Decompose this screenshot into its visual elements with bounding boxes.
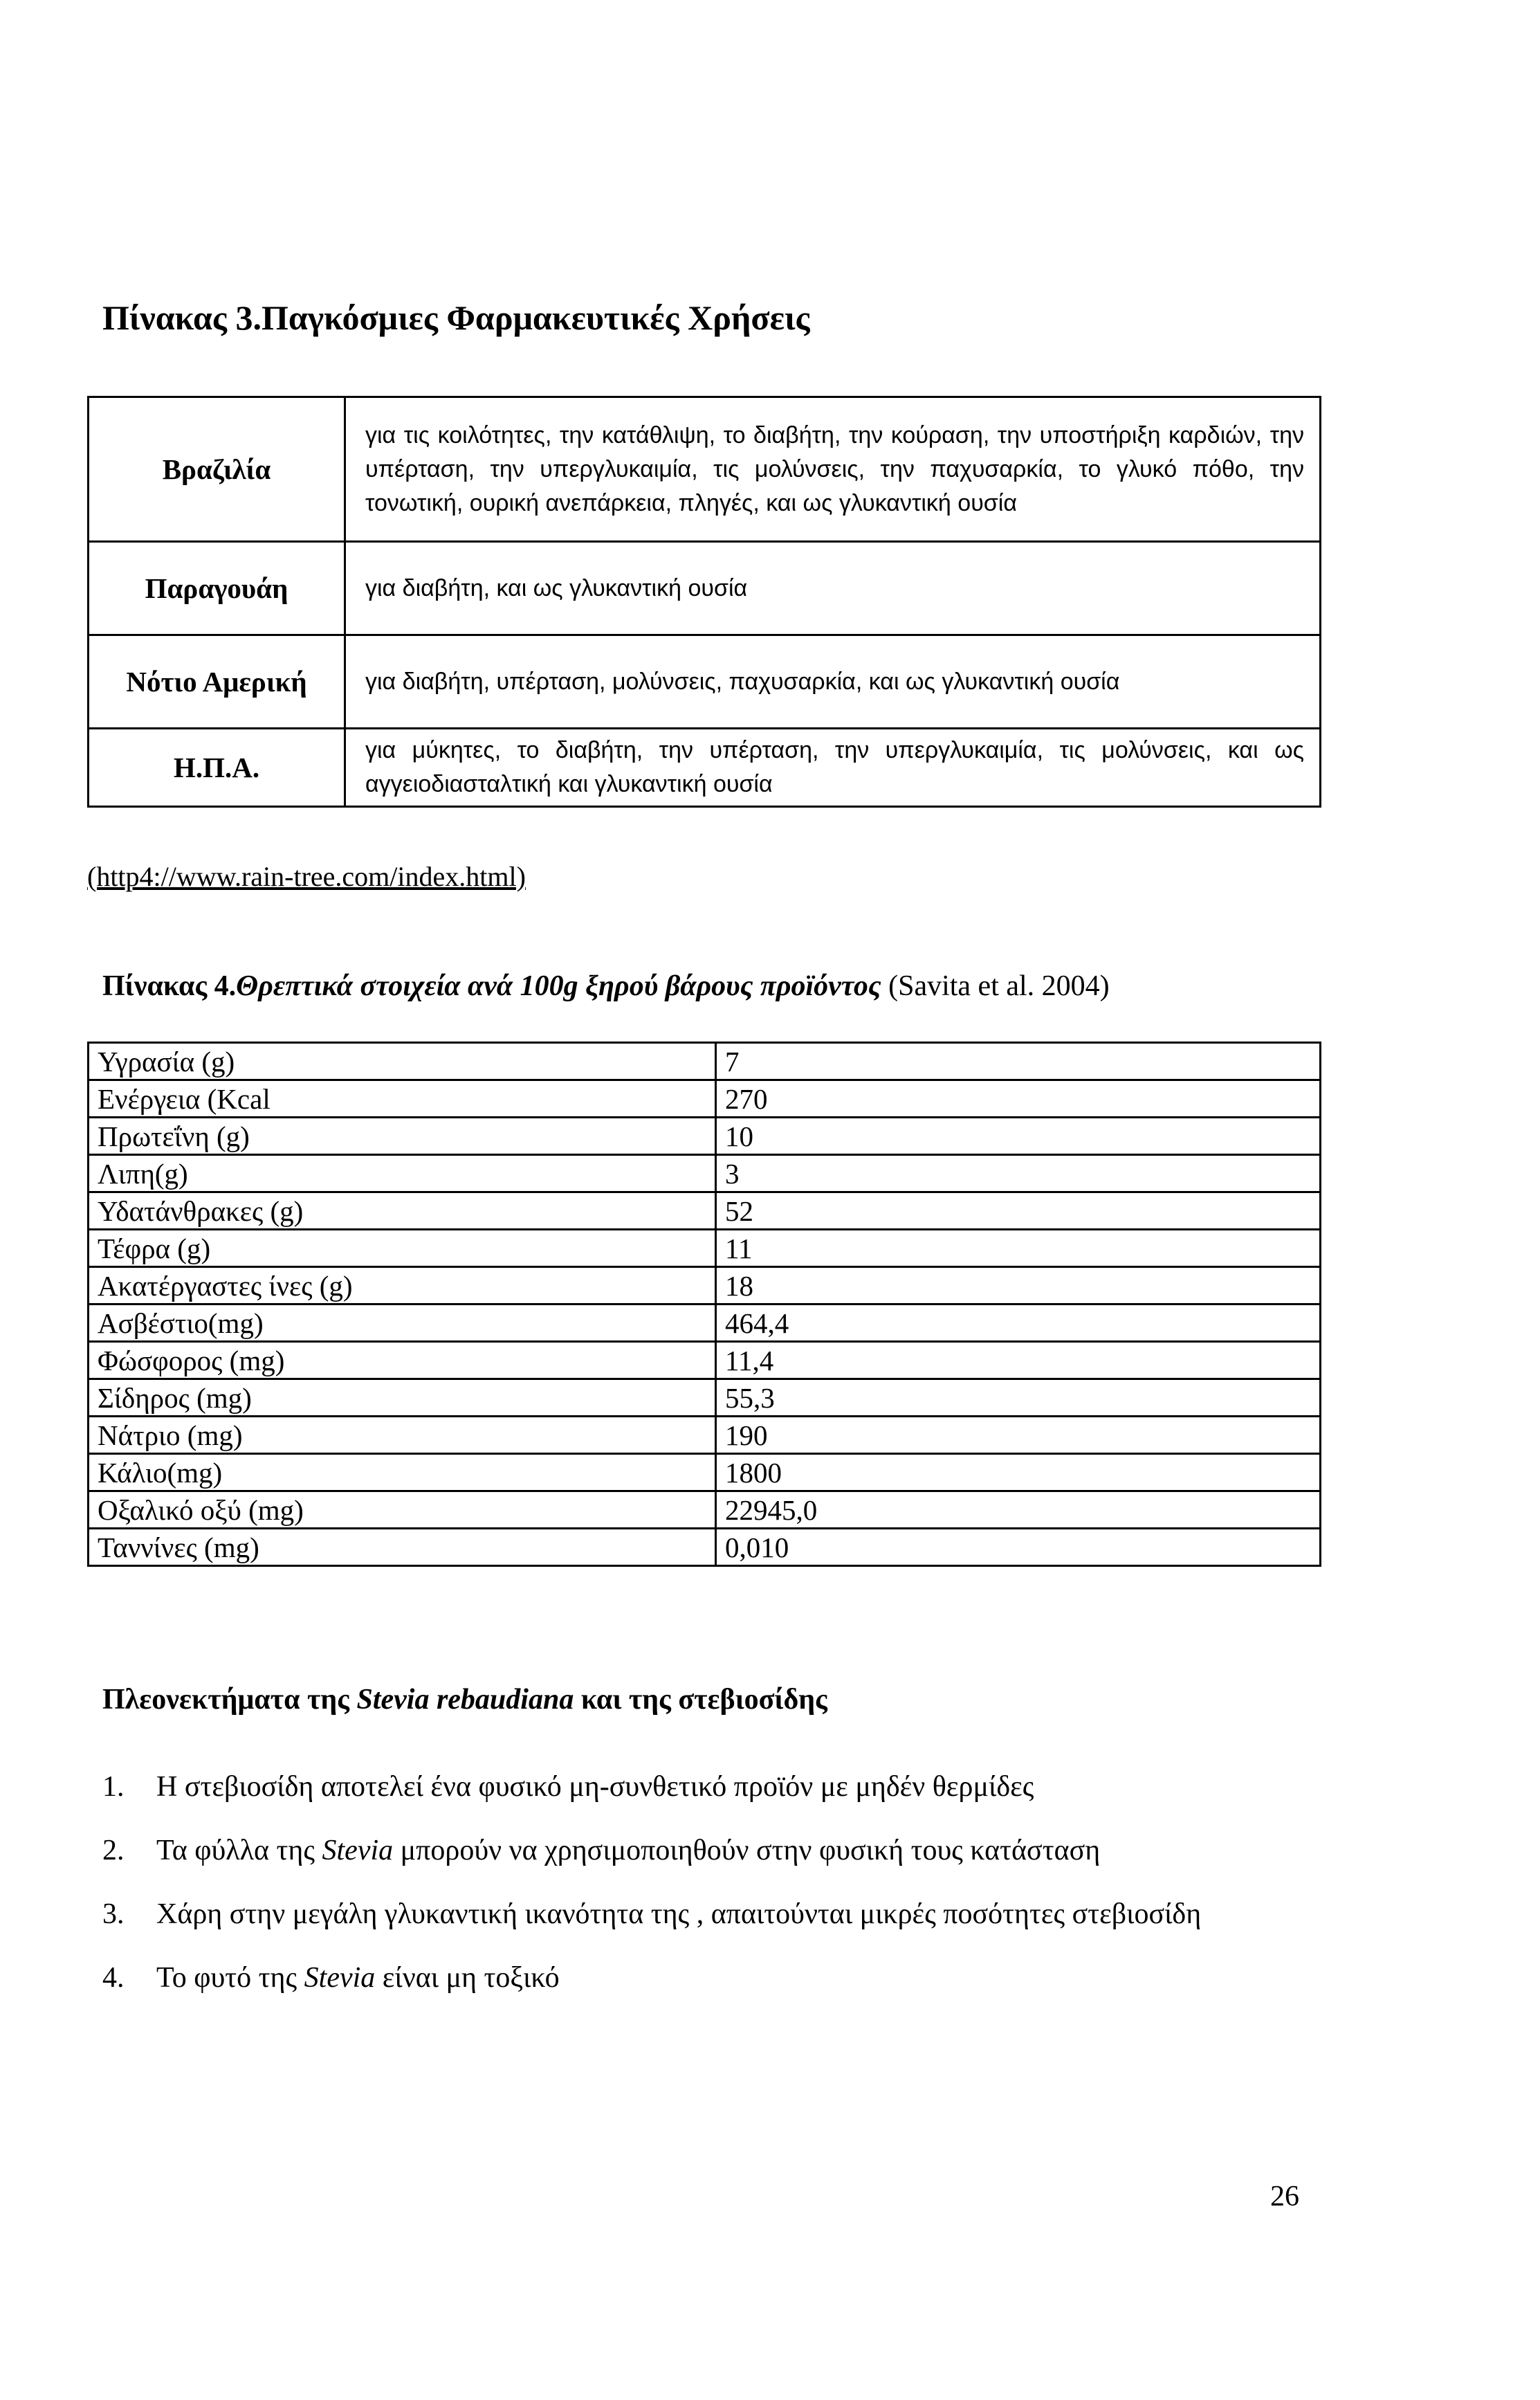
list-number: 1. <box>102 1771 125 1803</box>
country-cell: Παραγουάη <box>89 542 345 635</box>
nutrient-name: Υδατάνθρακες (g) <box>89 1192 716 1230</box>
list-text-pre: Χάρη στην μεγάλη γλυκαντική ικανότητα της , απαιτούνται μικρές ποσότητες στεβιοσίδη <box>156 1898 1202 1930</box>
table-row <box>89 1491 1321 1529</box>
nutrient-name: Ακατέργαστες ίνες (g) <box>89 1267 716 1304</box>
nutrient-value: 464,4 <box>716 1304 1321 1342</box>
table4-title-label: Πίνακας 4. <box>102 970 237 1002</box>
table-row <box>89 1080 1321 1118</box>
uses-cell: για μύκητες, το διαβήτη, την υπέρταση, την υπεργλυκαιμία, τις μολύνσεις, και ως αγγειοδιασταλτική και γλυκαντική ουσία <box>345 729 1321 807</box>
nutrient-value: 3 <box>716 1155 1321 1192</box>
table-row <box>89 1304 1321 1342</box>
table-row <box>89 397 1321 542</box>
nutrition-table <box>87 1042 1321 1567</box>
list-text-pre: Τα φύλλα της <box>156 1835 322 1866</box>
nutrient-name: Κάλιο(mg) <box>89 1454 716 1491</box>
uses-cell: για διαβήτη, και ως γλυκαντική ουσία <box>345 542 1321 635</box>
list-text <box>156 1755 1321 1819</box>
list-text <box>156 1882 1321 1946</box>
source-link[interactable]: (http4://www.rain-tree.com/index.html) <box>87 861 526 892</box>
country-cell: Βραζιλία <box>89 397 345 542</box>
advantages-list <box>102 1755 1321 2010</box>
list-item <box>102 1819 1321 1882</box>
nutrient-value: 11 <box>716 1230 1321 1267</box>
country-cell: Νότιο Αμερική <box>89 635 345 729</box>
list-text-pre: Το φυτό της <box>156 1962 304 1994</box>
list-text-post: είναι μη τοξικό <box>375 1962 560 1994</box>
table-row <box>89 1230 1321 1267</box>
table3-source <box>87 860 526 893</box>
list-number: 4. <box>102 1962 125 1994</box>
list-number: 2. <box>102 1835 125 1866</box>
country-cell: Η.Π.Α. <box>89 729 345 807</box>
table-row <box>89 1417 1321 1454</box>
table4-title-citation: (Savita et al. 2004) <box>881 970 1110 1002</box>
table-row <box>89 1155 1321 1192</box>
nutrient-value: 55,3 <box>716 1379 1321 1417</box>
table-row <box>89 1379 1321 1417</box>
nutrient-value: 1800 <box>716 1454 1321 1491</box>
table-row <box>89 635 1321 729</box>
uses-cell: για τις κοιλότητες, την κατάθλιψη, το διαβήτη, την κούραση, την υποστήριξη καρδιών, την υπέρταση, την υπεργλυκαιμία, τις μολύνσεις, την παχυσαρκία, το γλυκό πόθο, την τονωτική, ουρική ανεπάρκεια, πληγές, και ως γλυκαντική ουσία <box>345 397 1321 542</box>
uses-cell: για διαβήτη, υπέρταση, μολύνσεις, παχυσαρκία, και ως γλυκαντική ουσία <box>345 635 1321 729</box>
nutrient-name: Φώσφορος (mg) <box>89 1342 716 1379</box>
table-row <box>89 542 1321 635</box>
table-row <box>89 1043 1321 1080</box>
table3-title: Πίνακας 3.Παγκόσμιες Φαρμακευτικές Χρήσεις <box>102 298 810 337</box>
nutrient-value: 7 <box>716 1043 1321 1080</box>
nutrient-name: Σίδηρος (mg) <box>89 1379 716 1417</box>
nutrient-value: 270 <box>716 1080 1321 1118</box>
nutrient-name: Τέφρα (g) <box>89 1230 716 1267</box>
advantages-heading <box>102 1683 827 1716</box>
nutrient-value: 11,4 <box>716 1342 1321 1379</box>
nutrient-name: Ταννίνες (mg) <box>89 1529 716 1566</box>
list-text-italic: Stevia <box>322 1835 394 1866</box>
list-number: 3. <box>102 1898 125 1930</box>
nutrient-value: 18 <box>716 1267 1321 1304</box>
page-number: 26 <box>1270 2181 1299 2212</box>
list-text-post: μπορούν να χρησιμοποιηθούν στην φυσική τους κατάσταση <box>393 1835 1101 1866</box>
table-row <box>89 1192 1321 1230</box>
table-row <box>89 1454 1321 1491</box>
list-item <box>102 1755 1321 1819</box>
nutrient-value: 52 <box>716 1192 1321 1230</box>
list-text <box>156 1819 1321 1882</box>
nutrient-name: Οξαλικό οξύ (mg) <box>89 1491 716 1529</box>
heading-pre: Πλεονεκτήματα της <box>102 1684 357 1716</box>
nutrient-name: Λιπη(g) <box>89 1155 716 1192</box>
nutrient-name: Νάτριο (mg) <box>89 1417 716 1454</box>
list-text-pre: Η στεβιοσίδη αποτελεί ένα φυσικό μη-συνθετικό προϊόν με μηδέν θερμίδες <box>156 1771 1034 1803</box>
nutrient-value: 22945,0 <box>716 1491 1321 1529</box>
table-row <box>89 1267 1321 1304</box>
nutrient-value: 10 <box>716 1118 1321 1155</box>
list-item <box>102 1882 1321 1946</box>
heading-species: Stevia rebaudiana <box>356 1684 574 1716</box>
nutrient-name: Ενέργεια (Kcal <box>89 1080 716 1118</box>
nutrient-name: Υγρασία (g) <box>89 1043 716 1080</box>
nutrient-value: 0,010 <box>716 1529 1321 1566</box>
nutrient-value: 190 <box>716 1417 1321 1454</box>
list-text <box>156 1946 1321 2010</box>
table-row <box>89 729 1321 807</box>
nutrient-name: Πρωτεΐνη (g) <box>89 1118 716 1155</box>
table4-title <box>102 970 1110 1003</box>
medicinal-uses-table <box>87 396 1321 808</box>
table-row <box>89 1342 1321 1379</box>
list-item <box>102 1946 1321 2010</box>
table-row <box>89 1118 1321 1155</box>
table-row <box>89 1529 1321 1566</box>
table4-title-text: Θρεπτικά στοιχεία ανά 100g ξηρού βάρους προϊόντος <box>236 970 881 1002</box>
list-text-italic: Stevia <box>304 1962 376 1994</box>
nutrient-name: Ασβέστιο(mg) <box>89 1304 716 1342</box>
heading-post: και της στεβιοσίδης <box>574 1684 827 1716</box>
